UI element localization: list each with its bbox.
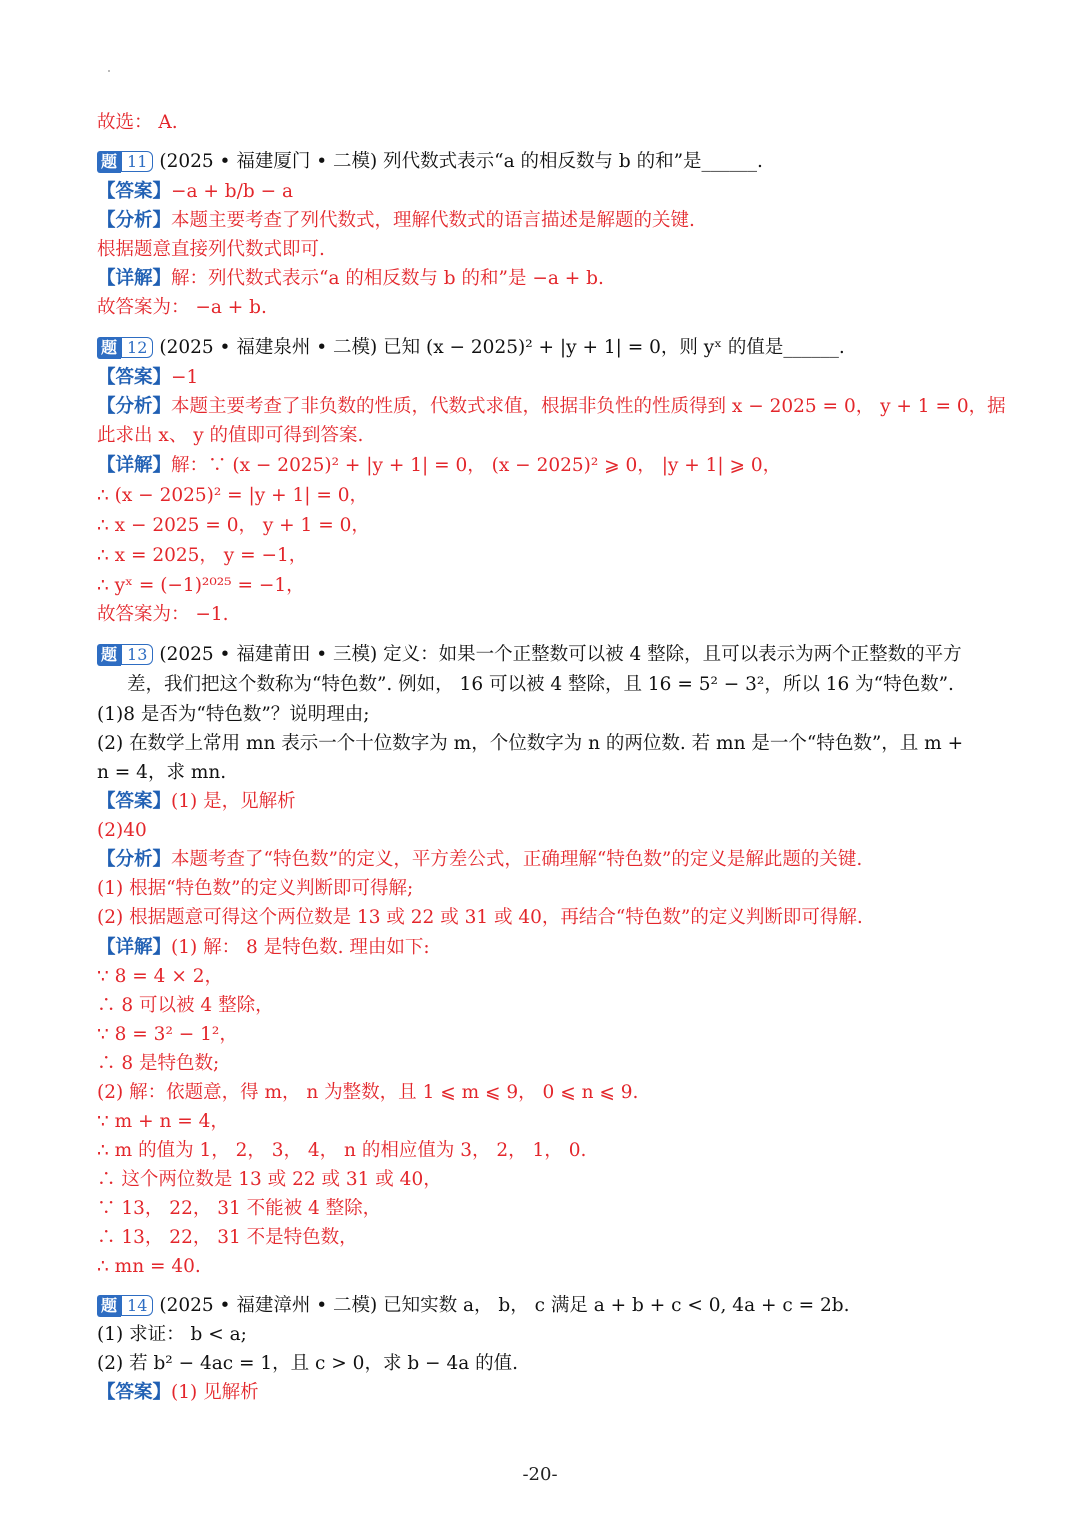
text-line xyxy=(97,876,413,902)
line-text: 故答案为： −a + b. xyxy=(97,297,267,318)
text-line xyxy=(97,208,695,234)
text-line xyxy=(97,179,293,205)
text-line xyxy=(97,905,863,931)
question-label: 题 xyxy=(97,644,121,666)
text-line xyxy=(97,237,325,263)
section-tag: 【分析】 xyxy=(97,396,172,417)
text-line xyxy=(97,453,781,479)
line-text: (1) 根据“特色数”的定义判断即可得解; xyxy=(97,878,414,899)
text-line xyxy=(97,1080,638,1106)
line-text: 本题主要考查了列代数式，理解代数式的语言描述是解题的关键. xyxy=(171,210,695,231)
section-tag: 【详解】 xyxy=(97,937,172,958)
question-header-12 xyxy=(97,335,845,361)
question-number-badge xyxy=(97,149,153,175)
scan-dot xyxy=(108,70,110,72)
line-text: (2025 • 福建莆田 • 三模) 定义：如果一个正整数可以被 4 整除，且可以表示为两个正整数的平方 xyxy=(159,644,962,665)
line-text: n = 4，求 mn. xyxy=(97,762,227,783)
text-line xyxy=(97,295,267,321)
line-text: ∴ (x − 2025)² = |y + 1| = 0， xyxy=(97,485,369,506)
line-text: ∴ 13， 22， 31 不是特色数， xyxy=(97,1227,358,1248)
line-text: (2)40 xyxy=(97,820,147,841)
section-tag: 【分析】 xyxy=(97,210,172,231)
section-tag: 【分析】 xyxy=(97,849,172,870)
question-number: 11 xyxy=(121,151,153,172)
line-text: 故选： A. xyxy=(97,112,178,133)
line-text: ∴ mn = 40. xyxy=(97,1256,201,1277)
text-line xyxy=(97,993,274,1019)
text-line xyxy=(97,935,430,961)
section-tag: 【答案】 xyxy=(97,181,172,202)
text-line xyxy=(97,513,370,539)
question-header-14 xyxy=(97,1293,850,1319)
text-line xyxy=(97,1196,381,1222)
line-text: (2025 • 福建厦门 • 二模) 列代数式表示“a 的相反数与 b 的和”是______. xyxy=(159,151,763,172)
text-line xyxy=(97,110,178,136)
line-text: −a + b/b − a xyxy=(171,181,294,202)
line-text: (2) 在数学上常用 mn 表示一个十位数字为 m，个位数字为 n 的两位数. 若 mn 是一个“特色数”，且 m + xyxy=(97,733,964,754)
line-text: 解：列代数式表示“a 的相反数与 b 的和”是 −a + b. xyxy=(171,268,604,289)
question-number: 13 xyxy=(121,644,153,665)
question-number: 14 xyxy=(121,1295,153,1316)
section-tag: 【详解】 xyxy=(97,268,172,289)
line-text: 解：∵ (x − 2025)² + |y + 1| = 0， (x − 2025)² ⩾ 0， |y + 1| ⩾ 0， xyxy=(171,455,782,476)
line-text: 故答案为： −1. xyxy=(97,604,229,625)
line-text: (2) 根据题意可得这个两位数是 13 或 22 或 31 或 40，再结合“特色数”的定义判断即可得解. xyxy=(97,907,863,928)
text-line xyxy=(97,1351,518,1377)
question-number-badge xyxy=(97,1293,153,1319)
section-tag: 【答案】 xyxy=(97,367,172,388)
text-line xyxy=(97,789,296,815)
text-line xyxy=(97,1109,229,1135)
line-text: 本题主要考查了非负数的性质，代数式求值，根据非负性的性质得到 x − 2025 = 0， y + 1 = 0，据 xyxy=(171,396,1006,417)
question-header-13 xyxy=(97,642,962,668)
line-text: 差，我们把这个数称为“特色数”. 例如， 16 可以被 4 整除，且 16 = 5² − 3²，所以 16 为“特色数”. xyxy=(127,674,954,695)
line-text: 本题考查了“特色数”的定义，平方差公式，正确理解“特色数”的定义是解此题的关键. xyxy=(171,849,863,870)
line-text: ∴ yˣ = (−1)²⁰²⁵ = −1， xyxy=(97,575,305,596)
text-line xyxy=(97,1022,238,1048)
line-text: ∵ 13， 22， 31 不能被 4 整除， xyxy=(97,1198,382,1219)
text-line xyxy=(97,847,862,873)
section-tag: 【答案】 xyxy=(97,1382,172,1403)
line-text: 此求出 x、 y 的值即可得到答案. xyxy=(97,425,364,446)
text-line xyxy=(97,1225,358,1251)
question-number: 12 xyxy=(121,337,153,358)
question-label: 题 xyxy=(97,1295,121,1317)
text-line xyxy=(97,1322,247,1348)
line-text: (1) 解： 8 是特色数. 理由如下: xyxy=(171,937,430,958)
text-line xyxy=(97,543,307,569)
line-text: ∴ x = 2025， y = −1， xyxy=(97,545,308,566)
line-text: (2) 解：依题意，得 m， n 为整数，且 1 ⩽ m ⩽ 9， 0 ⩽ n ⩽ 9. xyxy=(97,1082,639,1103)
text-line xyxy=(97,1254,201,1280)
line-text: ∵ m + n = 4， xyxy=(97,1111,229,1132)
question-header-11 xyxy=(97,149,763,175)
text-line xyxy=(97,1138,586,1164)
section-tag: 【详解】 xyxy=(97,455,172,476)
text-line xyxy=(97,394,1006,420)
line-text: (1) 见解析 xyxy=(171,1382,259,1403)
text-line xyxy=(127,672,954,698)
text-line xyxy=(97,365,198,391)
text-line xyxy=(97,573,305,599)
question-label: 题 xyxy=(97,151,121,173)
question-number-badge xyxy=(97,642,153,668)
line-text: (2025 • 福建漳州 • 二模) 已知实数 a， b， c 满足 a + b + c < 0, 4a + c = 2b. xyxy=(159,1295,850,1316)
line-text: (1) 是，见解析 xyxy=(171,791,296,812)
text-line xyxy=(97,423,363,449)
line-text: ∴ 这个两位数是 13 或 22 或 31 或 40， xyxy=(97,1169,442,1190)
text-line xyxy=(97,1051,219,1077)
text-line xyxy=(97,1167,442,1193)
text-line xyxy=(97,1380,259,1406)
text-line xyxy=(97,266,604,292)
text-line xyxy=(97,964,223,990)
section-tag: 【答案】 xyxy=(97,791,172,812)
line-text: ∴ m 的值为 1， 2， 3， 4， n 的相应值为 3， 2， 1， 0. xyxy=(97,1140,587,1161)
line-text: (1) 求证： b < a; xyxy=(97,1324,247,1345)
line-text: (2) 若 b² − 4ac = 1，且 c > 0，求 b − 4a 的值. xyxy=(97,1353,519,1374)
page-number: -20- xyxy=(522,1464,558,1485)
line-text: ∵ 8 = 3² − 1²， xyxy=(97,1024,238,1045)
text-line xyxy=(97,483,368,509)
text-line xyxy=(97,702,370,728)
text-line xyxy=(97,818,147,844)
text-line xyxy=(97,731,963,757)
line-text: ∴ 8 可以被 4 整除， xyxy=(97,995,274,1016)
line-text: ∴ 8 是特色数; xyxy=(97,1053,220,1074)
line-text: (2025 • 福建泉州 • 二模) 已知 (x − 2025)² + |y + 1| = 0，则 yˣ 的值是______. xyxy=(159,337,845,358)
question-number-badge xyxy=(97,335,153,361)
line-text: (1)8 是否为“特色数”？说明理由; xyxy=(97,704,370,725)
line-text: −1 xyxy=(171,367,199,388)
text-line xyxy=(97,602,229,628)
line-text: ∵ 8 = 4 × 2， xyxy=(97,966,223,987)
question-label: 题 xyxy=(97,337,121,359)
text-line xyxy=(97,760,226,786)
line-text: 根据题意直接列代数式即可. xyxy=(97,239,325,260)
line-text: ∴ x − 2025 = 0， y + 1 = 0， xyxy=(97,515,370,536)
